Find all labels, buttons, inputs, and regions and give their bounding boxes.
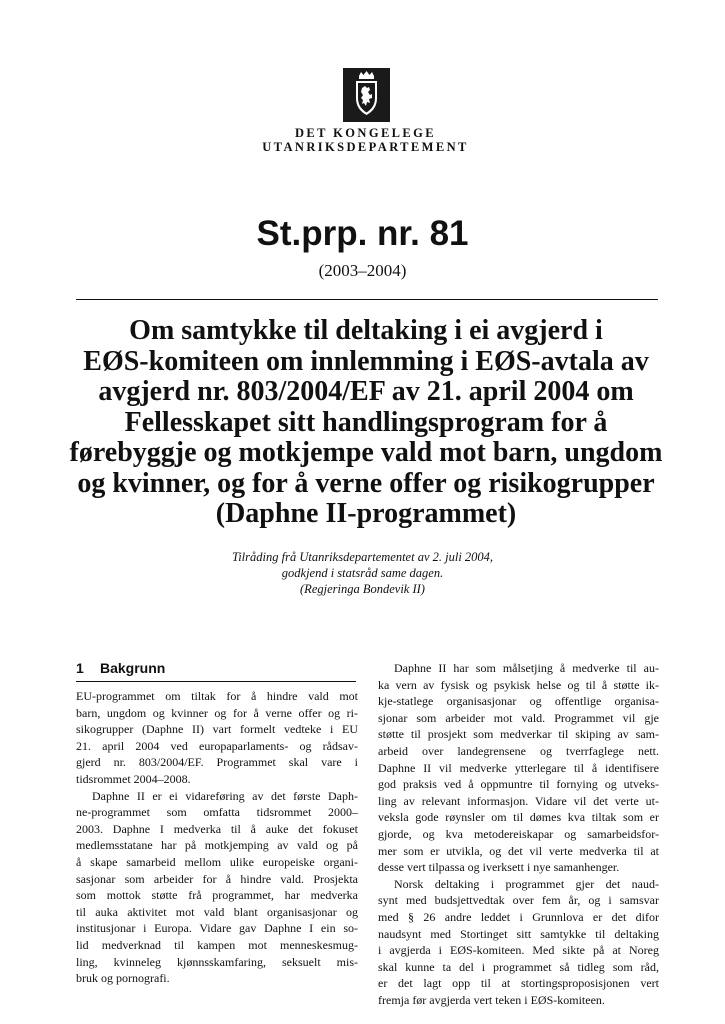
text-line: gjorde, og kva metodereiskapar og samarbeidsfor- <box>378 826 659 841</box>
section-heading <box>76 659 165 677</box>
text-line: veksla gode røynsler om til dømes kva tiltak som er <box>378 810 659 825</box>
text-line: EU-programmet om tiltak for å hindre vald mot <box>76 689 358 703</box>
text-line: gjerd nr. 803/2004/EF. Programmet skal vare i <box>76 755 358 770</box>
text-line: som mottok støtte frå programmet, har medverka <box>76 888 358 903</box>
paragraph <box>76 688 358 788</box>
text-line: institusjonar i Europa. Vidare gav Daphne I ein so- <box>76 921 358 936</box>
text-line: sjonar som arbeider mot vald. Programmet vil gje <box>378 710 659 725</box>
main-title <box>66 316 666 530</box>
text-line: kje-statlege organisasjonar og offentlige organisa- <box>378 694 659 709</box>
subtitle-line: (Regjeringa Bondevik II) <box>300 582 425 596</box>
text-line: i avgjerda i EØS-komiteen. Med sikte på at Noreg <box>378 943 659 958</box>
right-column <box>378 660 659 1008</box>
text-line: støtte til prosjekt som medverkar til skiping av sam- <box>378 727 659 742</box>
text-line: Daphne II har som målsetjing å medverke til au- <box>394 661 659 675</box>
department-name-line2: UTANRIKSDEPARTEMENT <box>262 140 469 154</box>
subtitle-line: Tilråding frå Utanriksdepartementet av 2. juli 2004, <box>231 550 494 564</box>
main-title-line: avgjerd nr. 803/2004/EF av 21. april 2004 om <box>98 376 634 407</box>
text-line: naudsynt med Stortinget sitt samtykke til deltaking <box>378 926 659 941</box>
text-line: synt med budsjettvedtak over fem år, og i samsvar <box>378 893 659 908</box>
paragraph <box>378 876 659 1009</box>
text-line: desse vert tilpassa og iverksett i nye samanhenger. <box>378 860 620 875</box>
text-line: barn, ungdom og kvinner og for å verne offer og ri- <box>76 705 358 720</box>
text-line: bruk og pornografi. <box>76 971 170 986</box>
text-line: 2003. Daphne I medverka til å auke det fokuset <box>76 821 358 836</box>
subtitle-line: godkjend i statsråd same dagen. <box>281 566 444 580</box>
text-line: mer som er utvikla, og det vil verte medverka til at <box>378 843 659 858</box>
document-year: (2003–2004) <box>318 261 407 280</box>
royal-crest-lion-icon <box>343 68 390 122</box>
text-line: skal kunne ta del i programmet så tidleg som råd, <box>378 959 659 974</box>
recommendation-subtitle <box>0 549 725 597</box>
text-line: god praksis ved å oppmuntre til fornying og utveks- <box>378 777 659 792</box>
text-line: arbeid over landegrensene og tverrfaglege nett. <box>378 743 659 758</box>
section-number: 1 <box>76 660 84 676</box>
main-title-line: førebyggje og motkjempe vald mot barn, ungdom <box>69 437 663 468</box>
text-line: lid medverknad til kampen mot menneskesmug- <box>76 937 358 952</box>
text-line: til auka aktivitet mot vald blant organisasjonar og <box>76 904 358 919</box>
main-title-line: Fellesskapet sitt handlingsprogram for å <box>124 406 608 438</box>
text-line: Daphne II vil medverke ytterlegare til å identifisere <box>378 760 659 775</box>
main-title-line: (Daphne II-programmet) <box>215 498 517 529</box>
text-line: å skape samarbeid mellom ulike europeiske organi- <box>76 854 358 869</box>
text-line: ka vern av fysisk og psykisk helse og til å støtte ik- <box>378 677 659 692</box>
text-line: medlemsstatane har på motkjemping av vald og på <box>76 838 358 853</box>
text-line: ling av relevant informasjon. Vidare vil det verte ut- <box>378 793 659 808</box>
paragraph <box>378 660 659 876</box>
document-title: St.prp. nr. 81 <box>256 214 469 253</box>
text-line: Norsk deltaking i programmet gjer det naud- <box>394 876 659 891</box>
department-name-line1: DET KONGELEGE <box>294 126 437 140</box>
text-line: er det lagt opp til at stortingsproposisjonen vert <box>378 976 659 991</box>
text-line: fremja før avgjerda vert teken i EØS-komiteen. <box>378 992 605 1007</box>
section-title: Bakgrunn <box>100 660 166 676</box>
main-title-line: og kvinner, og for å verne offer og risikogrupper <box>77 467 655 499</box>
main-title-line: EØS-komiteen om innlemming i EØS-avtala av <box>83 345 649 377</box>
text-line: ling, kvinneleg kjønnsskamfaring, seksuelt mis- <box>76 954 358 969</box>
text-line: med § 26 andre leddet i Grunnlova er det difor <box>378 909 659 924</box>
text-line: ne-programmet som omfatta tidsrommet 2000– <box>76 805 358 820</box>
text-line: Daphne II er ei vidareføring av det første Daph- <box>92 788 358 803</box>
text-line: sikogrupper (Daphne II) vart formelt vedteke i EU <box>76 722 358 737</box>
royal-crest-logo <box>343 68 390 122</box>
text-line: sasjonar som arbeider for å hindre vald. Prosjekta <box>76 871 358 886</box>
paragraph <box>76 788 358 987</box>
title-divider <box>76 299 658 300</box>
text-line: tidsrommet 2004–2008. <box>76 771 191 786</box>
text-line: 21. april 2004 ved europaparlaments- og rådsav- <box>76 738 358 753</box>
main-title-line: Om samtykke til deltaking i ei avgjerd i <box>129 315 603 346</box>
left-column <box>76 688 358 987</box>
section-divider <box>76 681 356 682</box>
